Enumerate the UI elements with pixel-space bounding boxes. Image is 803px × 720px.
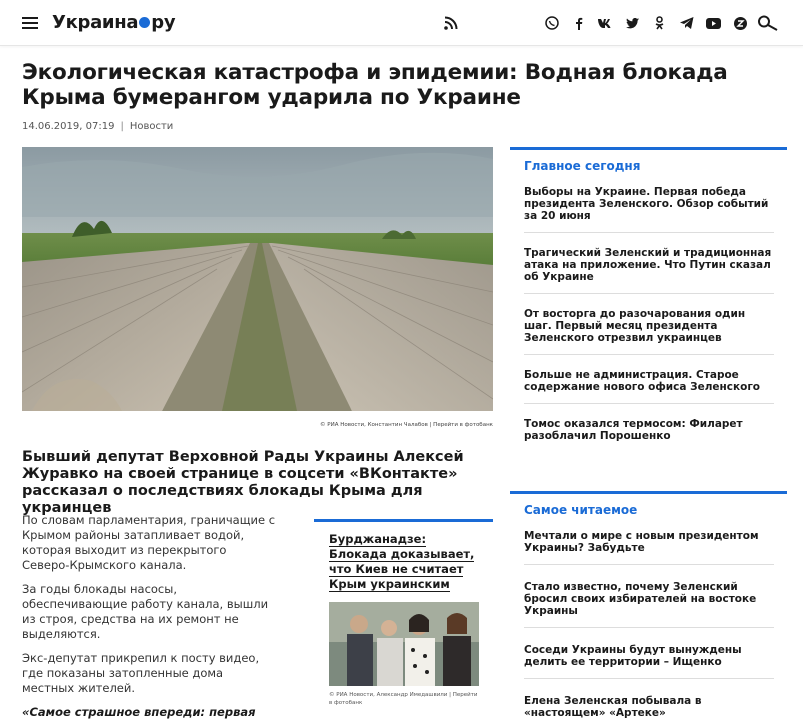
- sidebar-news-item[interactable]: Соседи Украины будут вынуждены делить ее территории – Ищенко: [524, 628, 774, 679]
- search-icon[interactable]: [754, 13, 781, 33]
- related-article-title: Бурджанадзе: Блокада доказывает, что Киев не считает Крым украинским: [329, 532, 475, 591]
- logo-text-right: ру: [151, 12, 176, 33]
- logo-text-left: Украина: [52, 12, 139, 33]
- menu-icon[interactable]: [22, 17, 38, 29]
- photo-caption[interactable]: © РИА Новости, Константин Чалабов | Перейти в фотобанк: [320, 422, 493, 428]
- article-paragraph: За годы блокады насосы, обеспечивающие работу канала, вышли из строя, средства на их ремонт не выделяются.: [22, 582, 269, 641]
- article-paragraph: Экс-депутат прикрепил к посту видео, где показаны затопленные дома местных жителей.: [22, 651, 260, 695]
- telegram-icon[interactable]: [673, 13, 700, 33]
- meta-separator: |: [120, 121, 124, 132]
- sidebar-news-item[interactable]: Выборы на Украине. Первая победа президента Зеленского. Обзор событий за 20 июня: [524, 186, 774, 233]
- sidebar-news-item[interactable]: Елена Зеленская побывала в «настоящем» «Артеке»: [524, 695, 702, 719]
- rss-icon[interactable]: [444, 15, 460, 31]
- sidebar-news-item[interactable]: Трагический Зеленский и традиционная атака на приложение. Что Путин сказал об Украине: [524, 233, 774, 294]
- article-meta: [22, 121, 173, 132]
- related-article-photo[interactable]: [329, 602, 479, 686]
- article-title: Экологическая катастрофа и эпидемии: Водная блокада Крыма бумерангом ударила по Украине: [22, 60, 728, 110]
- related-article-box: [314, 519, 493, 707]
- article-lead: Бывший депутат Верховной Рады Украины Алексей Журавко на своей странице в соцсети «ВКонтакте» рассказал о последствиях блокады Крыма для украинцев: [22, 449, 464, 516]
- article-quote: «Самое страшное впереди: первая: [22, 705, 256, 719]
- sidebar-heading[interactable]: Главное сегодня: [524, 159, 641, 173]
- zen-icon[interactable]: [727, 13, 754, 33]
- sidebar-main-today: [510, 147, 787, 452]
- article-body: [22, 513, 277, 705]
- ok-icon[interactable]: [646, 13, 673, 33]
- viber-icon[interactable]: [538, 13, 565, 33]
- sidebar-news-item[interactable]: От восторга до разочарования один шаг. Первый месяц президента Зеленского отрезвил украинцев: [524, 294, 774, 355]
- logo-dot: [139, 17, 150, 28]
- youtube-icon[interactable]: [700, 13, 727, 33]
- sidebar-news-item[interactable]: Больше не администрация. Старое содержание нового офиса Зеленского: [524, 355, 774, 404]
- site-logo[interactable]: [52, 12, 175, 33]
- sidebar-news-item[interactable]: Томос оказался термосом: Филарет разоблачил Порошенко: [524, 418, 743, 442]
- sidebar-heading[interactable]: Самое читаемое: [524, 503, 638, 517]
- sidebar-news-item[interactable]: Стало известно, почему Зеленский бросил своих избирателей на востоке Украины: [524, 565, 774, 628]
- related-photo-caption[interactable]: © РИА Новости, Александр Имедашвили | Перейти в фотобанк: [329, 692, 478, 706]
- twitter-icon[interactable]: [619, 13, 646, 33]
- article-date: 14.06.2019, 07:19: [22, 121, 115, 132]
- social-links: [538, 13, 781, 33]
- vk-icon[interactable]: [592, 13, 619, 33]
- facebook-icon[interactable]: [565, 13, 592, 33]
- related-article-link[interactable]: [329, 532, 479, 592]
- article-category[interactable]: Новости: [129, 121, 174, 132]
- sidebar-most-read: [510, 491, 787, 720]
- article-paragraph: По словам парламентария, граничащие с Крымом районы затапливает водой, которая выходит из перекрытого Северо-Крымского канала.: [22, 513, 276, 572]
- sidebar-news-item[interactable]: Мечтали о мире с новым президентом Украины? Забудьте: [524, 530, 774, 565]
- article-main-photo[interactable]: [22, 147, 493, 411]
- site-header: [0, 0, 803, 46]
